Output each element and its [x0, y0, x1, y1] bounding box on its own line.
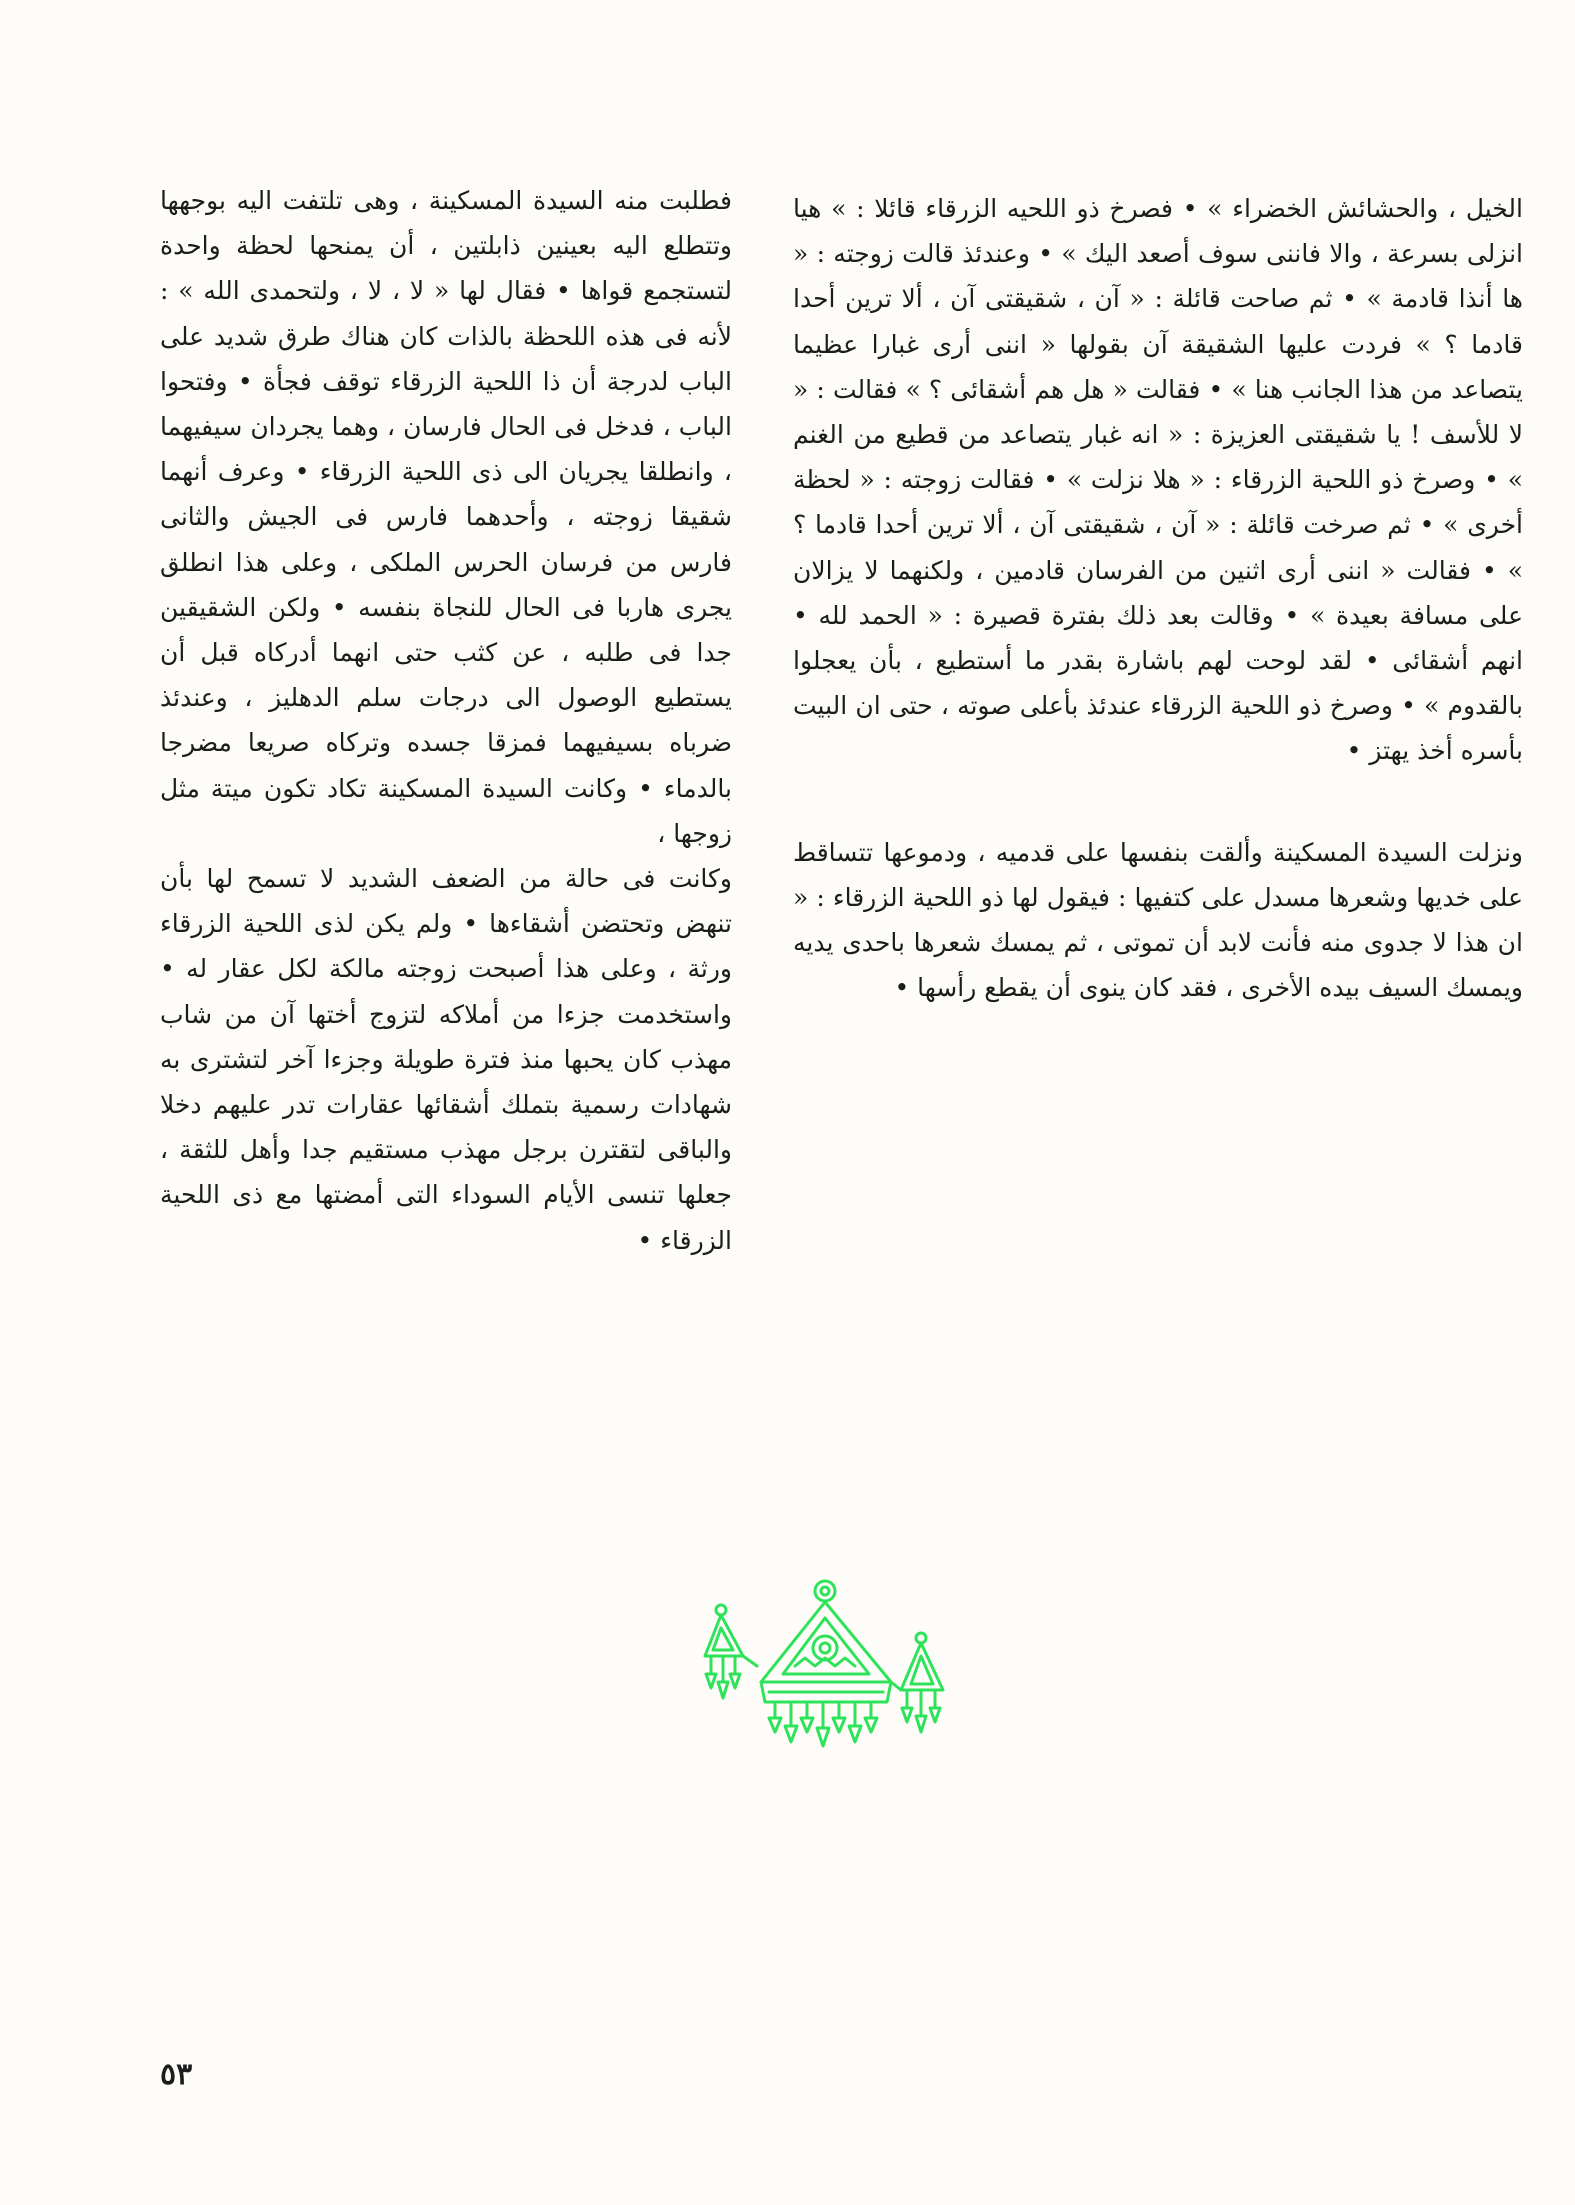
paragraph: وكانت فى حالة من الضعف الشديد لا تسمح لها بأن تنهض وتحتضن أشقاءها • ولم يكن لذى اللحية الزرقاء ورثة ، وعلى هذا أصبحت زوجته مالكة لكل عقار له • واستخدمت جزءا من أملاكه لتزوج أختها آن من شاب مهذب كان يحبها منذ فترة طويلة وجزءا آخر لتشترى به شهادات رسمية بتملك أشقائها عقارات تدر عليهم دخلا والباقى لتقترن برجل مهذب مستقيم جدا وأهل للثقة ، جعلها تنسى الأيام السوداء التى أمضتها مع ذى اللحية الزرقاء • — [160, 864, 732, 1255]
page-number: ٥٣ — [160, 2057, 193, 2092]
paragraph: ونزلت السيدة المسكينة وألقت بنفسها على قدميه ، ودموعها تتساقط على خديها وشعرها مسدل على كتفيها : فيقول لها ذو اللحية الزرقاء : « ان هذا لا جدوى منه فأنت لابد أن تموتى ، ثم يمسك شعرها باحدى يديه ويمسك السيف بيده الأخرى ، فقد كان ينوى أن يقطع رأسها • — [793, 837, 1523, 1003]
hanging-triangle-pendants-ornament-icon — [703, 1578, 949, 1760]
paragraph: الخيل ، والحشائش الخضراء » • فصرخ ذو اللحيه الزرقاء قائلا : » هيا انزلى بسرعة ، والا فاننى سوف أصعد اليك » • وعندئذ قالت زوجته : « ها أنذا قادمة » • ثم صاحت قائلة : « آن ، شقيقتى آن ، ألا ترين أحدا قادما ؟ » فردت عليها الشقيقة آن بقولها « اننى أرى غبارا عظيما يتصاعد من هذا الجانب هنا » • فقالت « هل هم أشقائى ؟ » فقالت : « لا للأسف ! يا شقيقتى العزيزة : « انه غبار يتصاعد من قطيع من الغنم » • وصرخ ذو اللحية الزرقاء : « هلا نزلت » • فقالت زوجته : « لحظة أخرى » • ثم صرخت قائلة : « آن ، شقيقتى آن ، ألا ترين أحدا قادما ؟ » • فقالت « اننى أرى اثنين من الفرسان قادمين ، ولكنهما لا يزالان على مسافة بعيدة » • وقالت بعد ذلك بفترة قصيرة : « الحمد لله • انهم أشقائى • لقد لوحت لهم باشارة بقدر ما أستطيع ، بأن يعجلوا بالقدوم » • وصرخ ذو اللحية الزرقاء عندئذ بأعلى صوته ، حتى ان البيت بأسره أخذ يهتز • — [793, 194, 1523, 766]
text-column-left — [160, 178, 732, 1263]
text-column-right — [793, 186, 1523, 1010]
paragraph-gap — [793, 774, 1523, 830]
paragraph: فطلبت منه السيدة المسكينة ، وهى تلتفت اليه بوجهها وتتطلع اليه بعينين ذابلتين ، أن يمنحها لحظة واحدة لتستجمع قواها • فقال لها « لا ، لا ، ولتحمدى الله » : لأنه فى هذه اللحظة بالذات كان هناك طرق شديد على الباب لدرجة أن ذا اللحية الزرقاء توقف فجأة • وفتحوا الباب ، فدخل فى الحال فارسان ، وهما يجردان سيفيهما ، وانطلقا يجريان الى ذى اللحية الزرقاء • وعرف أنهما شقيقا زوجته ، وأحدهما فارس فى الجيش والثانى فارس من فرسان الحرس الملكى ، وعلى هذا انطلق يجرى هاربا فى الحال للنجاة بنفسه • ولكن الشقيقين جدا فى طلبه ، عن كثب حتى انهما أدركاه قبل أن يستطيع الوصول الى درجات سلم الدهليز ، وعندئذ ضرباه بسيفيهما فمزقا جسده وتركاه صريعا مضرجا بالدماء • وكانت السيدة المسكينة تكاد تكون ميتة مثل زوجها ، — [160, 186, 732, 848]
